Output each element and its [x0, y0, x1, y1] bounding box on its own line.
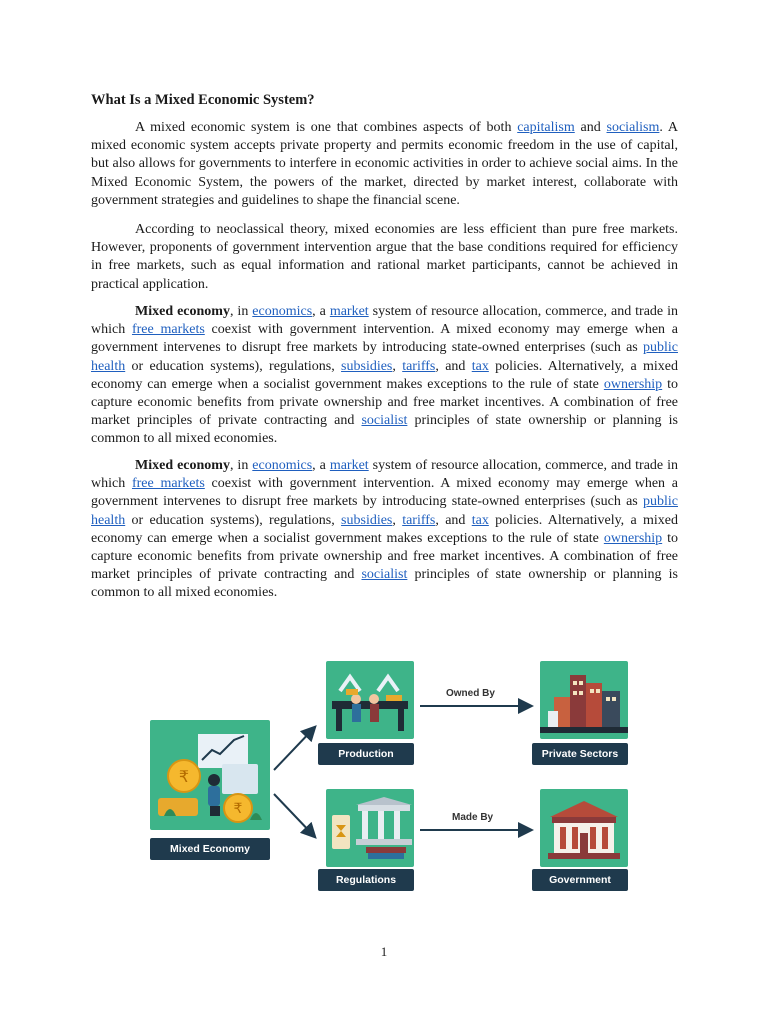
paragraph-4: Mixed economy, in economics, a market system of resource allocation, commerce, and trade in which free markets coexist with government intervention. A mixed economy may emerge when a government intervenes to disrupt free markets by introducing state-owned enterprises (such as public health or education systems), regulations, subsidies, tariffs, and tax policies. Alternatively, a mixed economy can emerge when a socialist government makes exceptions to the rule of state ownership to capture economic benefits from private ownership and free market incentives. A combination of free market principles of private contracting and socialist principles of state ownership or planning is common to all mixed economies.	[91, 458, 679, 601]
page-title: What Is a Mixed Economic System?	[91, 92, 315, 108]
link-market[interactable]: market	[329, 458, 369, 473]
link-public-health[interactable]: public health	[91, 494, 678, 528]
link-market[interactable]: market	[329, 304, 369, 319]
owned-by-label: Owned By	[446, 688, 495, 699]
link-tax[interactable]: tax	[471, 358, 489, 374]
diagram-arrows	[150, 658, 630, 898]
paragraph-1: A mixed economic system is one that combines aspects of both capitalism and socialism. A mixed economic system accepts private property and permits economic freedom in the use of capital, but also allows for governments to interfere in economic activities in order to achieve social aims. In the Mixed Economic System, the powers of the market, directed by market interest, collaborate with government strategies and guidelines to shape the financial scene.	[91, 120, 679, 208]
government-label: Government	[532, 869, 628, 891]
link-tax[interactable]: tax	[471, 512, 489, 528]
link-tariffs[interactable]: tariffs	[402, 512, 436, 528]
svg-text:₹: ₹	[233, 801, 243, 817]
link-free-markets[interactable]: free markets	[131, 476, 205, 492]
link-subsidies[interactable]: subsidies	[341, 512, 393, 528]
link-subsidies[interactable]: subsidies	[341, 358, 393, 374]
link-ownership[interactable]: ownership	[603, 376, 663, 392]
regulations-label: Regulations	[318, 869, 414, 891]
link-economics[interactable]: economics	[252, 304, 313, 319]
svg-text:₹: ₹	[178, 767, 190, 786]
link-ownership[interactable]: ownership	[603, 530, 663, 546]
link-socialism[interactable]: socialism	[606, 120, 660, 135]
link-public-health[interactable]: public health	[91, 340, 678, 374]
paragraph-3: Mixed economy, in economics, a market system of resource allocation, commerce, and trade in which free markets coexist with government intervention. A mixed economy may emerge when a government intervenes to disrupt free markets by introducing state-owned enterprises (such as public health or education systems), regulations, subsidies, tariffs, and tax policies. Alternatively, a mixed economy can emerge when a socialist government makes exceptions to the rule of state ownership to capture economic benefits from private ownership and free market incentives. A combination of free market principles of private contracting and socialist principles of state ownership or planning is common to all mixed economies.	[91, 304, 679, 447]
link-capitalism[interactable]: capitalism	[517, 120, 575, 135]
page-number: 1	[380, 944, 388, 959]
mixed-economy-diagram	[150, 658, 630, 898]
paragraph-2: According to neoclassical theory, mixed economies are less efficient than pure free markets. However, proponents of government intervention argue that the base conditions required for efficiency in free markets, such as equal information and rational market participants, cannot be achieved in practical application.	[91, 222, 678, 292]
made-by-label: Made By	[452, 812, 494, 823]
mixed-economy-label: Mixed Economy	[150, 838, 270, 860]
link-tariffs[interactable]: tariffs	[402, 358, 436, 374]
private-sectors-label: Private Sectors	[532, 743, 628, 765]
link-economics[interactable]: economics	[252, 458, 313, 473]
production-label: Production	[318, 743, 414, 765]
link-free-markets[interactable]: free markets	[131, 322, 205, 338]
link-socialist[interactable]: socialist	[361, 413, 408, 429]
link-socialist[interactable]: socialist	[361, 567, 408, 583]
